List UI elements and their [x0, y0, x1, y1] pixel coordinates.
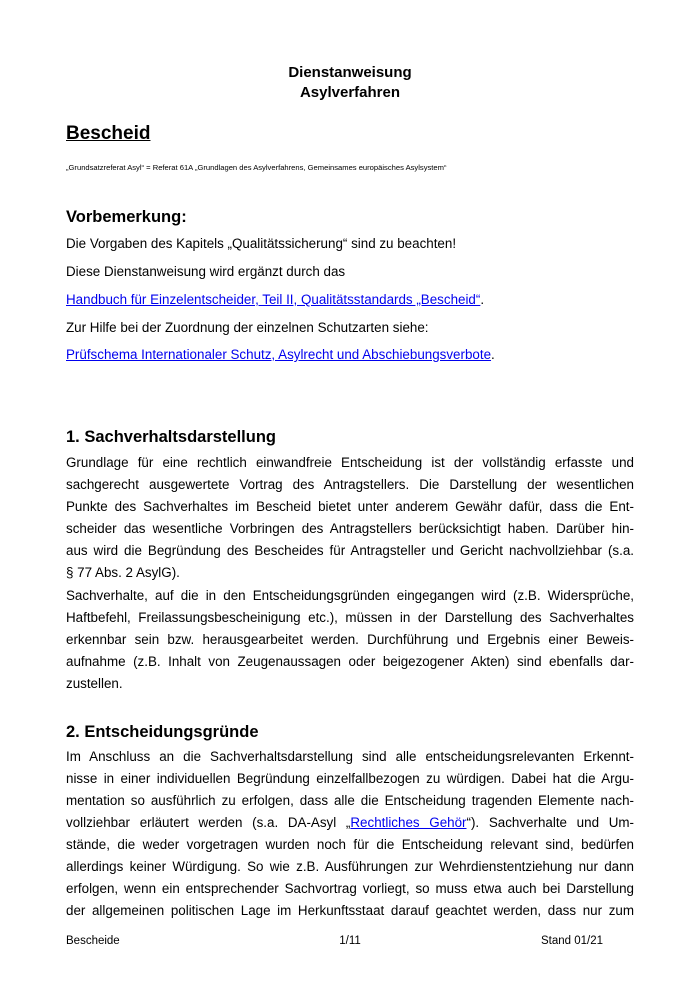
footer-document-name: Bescheide — [66, 935, 120, 947]
section-1-heading: 1. Sachverhaltsdarstellung — [66, 428, 276, 446]
paragraph-line: Im Anschluss an die Sachverhaltsdarstellung sind alle entscheidungsrelevanten Erkennt- — [66, 749, 634, 764]
paragraph-line: scheider das wesentliche Vorbringen des Antragstellers berücksichtigt haben. Darüber hin- — [66, 521, 634, 536]
section-title: Bescheid — [66, 123, 151, 144]
vorbemerkung-heading: Vorbemerkung: — [66, 208, 187, 226]
paragraph-line: § 77 Abs. 2 AsylG). — [66, 565, 180, 580]
document-subtitle: Asylverfahren — [299, 84, 401, 101]
vorbemerkung-line-3: Zur Hilfe bei der Zuordnung der einzelnen Schutzarten siehe: — [66, 320, 429, 335]
link-line-prefix: vollziehbar erläutert werden (s.a. DA-Asyl „ — [66, 815, 351, 830]
link-line-suffix: “). Sachverhalte und Um- — [466, 815, 634, 830]
rechtliches-gehoer-link[interactable]: Rechtliches Gehör — [350, 815, 467, 830]
section-2-heading: 2. Entscheidungsgründe — [66, 723, 259, 741]
paragraph-line: erkennbar sein bzw. herausgearbeitet werden. Durchführung und Ergebnis einer Beweis- — [66, 632, 634, 647]
paragraph-line: aus wird die Begründung des Bescheides für Antragsteller und Gericht nachvollziehbar (s.a. — [66, 543, 634, 558]
paragraph-line-with-link — [66, 812, 634, 834]
paragraph-line: zustellen. — [66, 676, 123, 691]
paragraph-line: sachgerecht ausgewertete Vortrag des Antragstellers. Die Darstellung der wesentlichen — [66, 477, 634, 492]
footer-page-number: 1/11 — [339, 935, 361, 947]
vorbemerkung-line-1: Die Vorgaben des Kapitels „Qualitätssicherung“ sind zu beachten! — [66, 236, 457, 251]
handbuch-link[interactable]: Handbuch für Einzelentscheider, Teil II, Qualitätsstandards „Bescheid“ — [66, 292, 481, 307]
footer-version: Stand 01/21 — [540, 935, 603, 947]
paragraph-line: mentation so ausführlich zu erfolgen, dass alle die Entscheidung tragenden Elemente nach- — [66, 793, 634, 808]
paragraph-line: Grundlage für eine rechtlich einwandfreie Entscheidung ist der vollständig erfasste und — [66, 455, 634, 470]
paragraph-line: Punkte des Sachverhaltes im Bescheid bietet unter anderem Gewähr dafür, dass die Ent- — [66, 499, 634, 514]
document-title: Dienstanweisung — [288, 64, 412, 81]
paragraph-line: nisse in einer individuellen Begründung einzelfallbezogen zu würdigen. Dabei hat die Argu- — [66, 771, 634, 786]
vorbemerkung-link-line-1 — [66, 292, 484, 307]
paragraph-line: aufnahme (z.B. Inhalt von Zeugenaussagen oder beigezogener Akten) sind ebenfalls dar- — [66, 654, 634, 669]
paragraph-line: allerdings keiner Würdigung. So wie z.B. Ausführungen zur Wehrdienstentziehung nur dann — [66, 859, 634, 874]
paragraph-line: erfolgen, wenn ein entsprechender Sachvortrag vorliegt, so muss etwa auch bei Darstellung — [66, 881, 634, 896]
paragraph-line: stände, die weder vorgetragen wurden noch für die Entscheidung relevant sind, bedürfen — [66, 837, 634, 852]
section-2-paragraph — [66, 746, 634, 922]
section-1-paragraph-2 — [66, 585, 634, 695]
pruefschema-link[interactable]: Prüfschema Internationaler Schutz, Asylrecht und Abschiebungsverbote — [66, 347, 492, 362]
link-suffix: . — [480, 292, 485, 307]
paragraph-line: der allgemeinen politischen Lage im Herkunftsstaat darauf geachtet werden, dass nur zum — [66, 903, 634, 918]
responsible-unit-note: „Grundsatzreferat Asyl“ = Referat 61A „Grundlagen des Asylverfahrens, Gemeinsames europäisches Asylsystem“ — [66, 163, 447, 172]
paragraph-line: Sachverhalte, auf die in den Entscheidungsgründen eingegangen wird (z.B. Widersprüche, — [66, 588, 634, 603]
link-suffix: . — [491, 347, 495, 362]
vorbemerkung-line-2: Diese Dienstanweisung wird ergänzt durch das — [66, 264, 346, 279]
paragraph-line: Haftbefehl, Freilassungsbescheinigung etc.), müssen in der Darstellung des Sachverhaltes — [66, 610, 634, 625]
vorbemerkung-link-line-2 — [66, 347, 495, 362]
section-1-paragraph-1 — [66, 452, 634, 584]
